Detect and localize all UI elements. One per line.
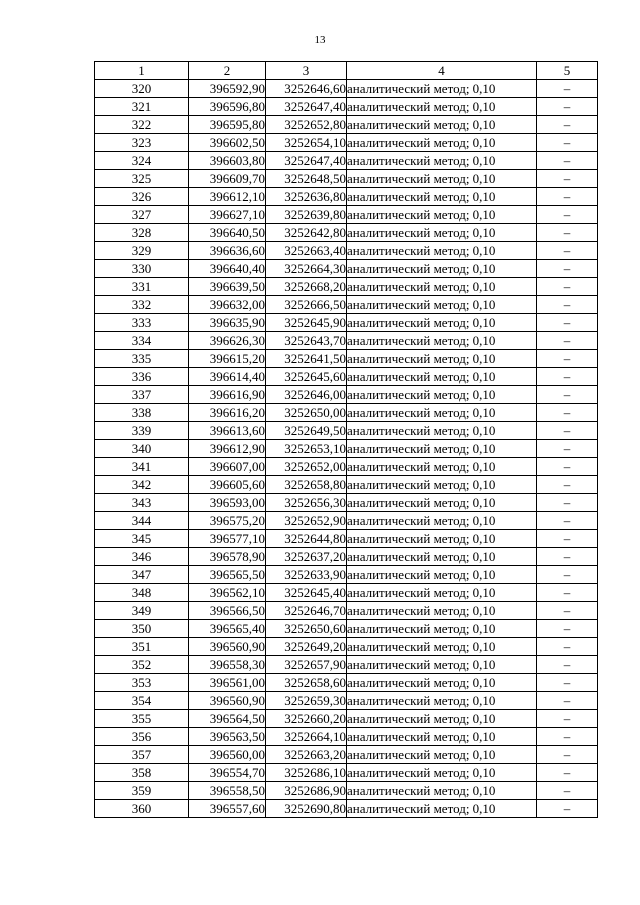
note-cell: – bbox=[537, 296, 598, 314]
point-number-cell: 345 bbox=[95, 530, 189, 548]
y-coordinate-cell: 3252641,50 bbox=[266, 350, 347, 368]
column-header-5: 5 bbox=[537, 62, 598, 80]
point-number-cell: 323 bbox=[95, 134, 189, 152]
point-number-cell: 339 bbox=[95, 422, 189, 440]
note-cell: – bbox=[537, 548, 598, 566]
x-coordinate-cell: 396564,50 bbox=[189, 710, 266, 728]
point-number-cell: 329 bbox=[95, 242, 189, 260]
x-coordinate-cell: 396636,60 bbox=[189, 242, 266, 260]
note-cell: – bbox=[537, 350, 598, 368]
method-cell: аналитический метод; 0,10 bbox=[347, 584, 537, 602]
method-cell: аналитический метод; 0,10 bbox=[347, 458, 537, 476]
y-coordinate-cell: 3252663,20 bbox=[266, 746, 347, 764]
point-number-cell: 322 bbox=[95, 116, 189, 134]
table-row bbox=[95, 368, 598, 386]
note-cell: – bbox=[537, 692, 598, 710]
note-cell: – bbox=[537, 656, 598, 674]
y-coordinate-cell: 3252658,60 bbox=[266, 674, 347, 692]
table-row bbox=[95, 116, 598, 134]
table-header-row bbox=[95, 62, 598, 80]
y-coordinate-cell: 3252653,10 bbox=[266, 440, 347, 458]
method-cell: аналитический метод; 0,10 bbox=[347, 206, 537, 224]
table-row bbox=[95, 242, 598, 260]
y-coordinate-cell: 3252644,80 bbox=[266, 530, 347, 548]
point-number-cell: 333 bbox=[95, 314, 189, 332]
point-number-cell: 325 bbox=[95, 170, 189, 188]
note-cell: – bbox=[537, 260, 598, 278]
note-cell: – bbox=[537, 422, 598, 440]
x-coordinate-cell: 396565,50 bbox=[189, 566, 266, 584]
method-cell: аналитический метод; 0,10 bbox=[347, 242, 537, 260]
point-number-cell: 341 bbox=[95, 458, 189, 476]
y-coordinate-cell: 3252648,50 bbox=[266, 170, 347, 188]
x-coordinate-cell: 396612,10 bbox=[189, 188, 266, 206]
point-number-cell: 356 bbox=[95, 728, 189, 746]
method-cell: аналитический метод; 0,10 bbox=[347, 674, 537, 692]
point-number-cell: 334 bbox=[95, 332, 189, 350]
note-cell: – bbox=[537, 566, 598, 584]
note-cell: – bbox=[537, 386, 598, 404]
method-cell: аналитический метод; 0,10 bbox=[347, 746, 537, 764]
x-coordinate-cell: 396607,00 bbox=[189, 458, 266, 476]
method-cell: аналитический метод; 0,10 bbox=[347, 260, 537, 278]
x-coordinate-cell: 396640,40 bbox=[189, 260, 266, 278]
y-coordinate-cell: 3252645,90 bbox=[266, 314, 347, 332]
method-cell: аналитический метод; 0,10 bbox=[347, 656, 537, 674]
point-number-cell: 338 bbox=[95, 404, 189, 422]
table-row bbox=[95, 440, 598, 458]
table-row bbox=[95, 764, 598, 782]
x-coordinate-cell: 396554,70 bbox=[189, 764, 266, 782]
table-row bbox=[95, 620, 598, 638]
x-coordinate-cell: 396632,00 bbox=[189, 296, 266, 314]
x-coordinate-cell: 396565,40 bbox=[189, 620, 266, 638]
y-coordinate-cell: 3252636,80 bbox=[266, 188, 347, 206]
method-cell: аналитический метод; 0,10 bbox=[347, 710, 537, 728]
method-cell: аналитический метод; 0,10 bbox=[347, 296, 537, 314]
note-cell: – bbox=[537, 170, 598, 188]
x-coordinate-cell: 396562,10 bbox=[189, 584, 266, 602]
point-number-cell: 348 bbox=[95, 584, 189, 602]
method-cell: аналитический метод; 0,10 bbox=[347, 620, 537, 638]
point-number-cell: 332 bbox=[95, 296, 189, 314]
table-row bbox=[95, 548, 598, 566]
note-cell: – bbox=[537, 728, 598, 746]
method-cell: аналитический метод; 0,10 bbox=[347, 602, 537, 620]
note-cell: – bbox=[537, 314, 598, 332]
method-cell: аналитический метод; 0,10 bbox=[347, 548, 537, 566]
y-coordinate-cell: 3252652,80 bbox=[266, 116, 347, 134]
point-number-cell: 358 bbox=[95, 764, 189, 782]
table-row bbox=[95, 386, 598, 404]
point-number-cell: 353 bbox=[95, 674, 189, 692]
y-coordinate-cell: 3252650,60 bbox=[266, 620, 347, 638]
note-cell: – bbox=[537, 764, 598, 782]
note-cell: – bbox=[537, 782, 598, 800]
y-coordinate-cell: 3252686,10 bbox=[266, 764, 347, 782]
y-coordinate-cell: 3252659,30 bbox=[266, 692, 347, 710]
y-coordinate-cell: 3252656,30 bbox=[266, 494, 347, 512]
x-coordinate-cell: 396612,90 bbox=[189, 440, 266, 458]
note-cell: – bbox=[537, 332, 598, 350]
y-coordinate-cell: 3252664,30 bbox=[266, 260, 347, 278]
table-row bbox=[95, 800, 598, 818]
y-coordinate-cell: 3252633,90 bbox=[266, 566, 347, 584]
table-row bbox=[95, 80, 598, 98]
note-cell: – bbox=[537, 800, 598, 818]
note-cell: – bbox=[537, 368, 598, 386]
method-cell: аналитический метод; 0,10 bbox=[347, 476, 537, 494]
method-cell: аналитический метод; 0,10 bbox=[347, 728, 537, 746]
note-cell: – bbox=[537, 116, 598, 134]
method-cell: аналитический метод; 0,10 bbox=[347, 422, 537, 440]
table-row bbox=[95, 530, 598, 548]
table-row bbox=[95, 188, 598, 206]
y-coordinate-cell: 3252647,40 bbox=[266, 152, 347, 170]
y-coordinate-cell: 3252666,50 bbox=[266, 296, 347, 314]
note-cell: – bbox=[537, 224, 598, 242]
method-cell: аналитический метод; 0,10 bbox=[347, 494, 537, 512]
y-coordinate-cell: 3252642,80 bbox=[266, 224, 347, 242]
y-coordinate-cell: 3252646,60 bbox=[266, 80, 347, 98]
note-cell: – bbox=[537, 98, 598, 116]
table-row bbox=[95, 152, 598, 170]
column-header-3: 3 bbox=[266, 62, 347, 80]
x-coordinate-cell: 396605,60 bbox=[189, 476, 266, 494]
point-number-cell: 346 bbox=[95, 548, 189, 566]
y-coordinate-cell: 3252645,60 bbox=[266, 368, 347, 386]
y-coordinate-cell: 3252645,40 bbox=[266, 584, 347, 602]
method-cell: аналитический метод; 0,10 bbox=[347, 530, 537, 548]
note-cell: – bbox=[537, 242, 598, 260]
table-row bbox=[95, 404, 598, 422]
method-cell: аналитический метод; 0,10 bbox=[347, 188, 537, 206]
point-number-cell: 326 bbox=[95, 188, 189, 206]
point-number-cell: 355 bbox=[95, 710, 189, 728]
note-cell: – bbox=[537, 80, 598, 98]
point-number-cell: 320 bbox=[95, 80, 189, 98]
method-cell: аналитический метод; 0,10 bbox=[347, 170, 537, 188]
y-coordinate-cell: 3252652,90 bbox=[266, 512, 347, 530]
table-row bbox=[95, 170, 598, 188]
table-row bbox=[95, 332, 598, 350]
table-row bbox=[95, 134, 598, 152]
x-coordinate-cell: 396557,60 bbox=[189, 800, 266, 818]
y-coordinate-cell: 3252657,90 bbox=[266, 656, 347, 674]
y-coordinate-cell: 3252650,00 bbox=[266, 404, 347, 422]
x-coordinate-cell: 396626,30 bbox=[189, 332, 266, 350]
method-cell: аналитический метод; 0,10 bbox=[347, 80, 537, 98]
table-row bbox=[95, 656, 598, 674]
table-row bbox=[95, 260, 598, 278]
note-cell: – bbox=[537, 206, 598, 224]
table-row bbox=[95, 602, 598, 620]
table-row bbox=[95, 494, 598, 512]
x-coordinate-cell: 396635,90 bbox=[189, 314, 266, 332]
note-cell: – bbox=[537, 188, 598, 206]
x-coordinate-cell: 396561,00 bbox=[189, 674, 266, 692]
method-cell: аналитический метод; 0,10 bbox=[347, 764, 537, 782]
method-cell: аналитический метод; 0,10 bbox=[347, 224, 537, 242]
x-coordinate-cell: 396616,90 bbox=[189, 386, 266, 404]
column-header-4: 4 bbox=[347, 62, 537, 80]
method-cell: аналитический метод; 0,10 bbox=[347, 278, 537, 296]
table-row bbox=[95, 224, 598, 242]
method-cell: аналитический метод; 0,10 bbox=[347, 638, 537, 656]
point-number-cell: 352 bbox=[95, 656, 189, 674]
y-coordinate-cell: 3252654,10 bbox=[266, 134, 347, 152]
point-number-cell: 350 bbox=[95, 620, 189, 638]
method-cell: аналитический метод; 0,10 bbox=[347, 512, 537, 530]
y-coordinate-cell: 3252639,80 bbox=[266, 206, 347, 224]
point-number-cell: 337 bbox=[95, 386, 189, 404]
note-cell: – bbox=[537, 620, 598, 638]
x-coordinate-cell: 396592,90 bbox=[189, 80, 266, 98]
column-header-2: 2 bbox=[189, 62, 266, 80]
note-cell: – bbox=[537, 530, 598, 548]
point-number-cell: 343 bbox=[95, 494, 189, 512]
point-number-cell: 336 bbox=[95, 368, 189, 386]
method-cell: аналитический метод; 0,10 bbox=[347, 566, 537, 584]
y-coordinate-cell: 3252664,10 bbox=[266, 728, 347, 746]
x-coordinate-cell: 396558,50 bbox=[189, 782, 266, 800]
note-cell: – bbox=[537, 638, 598, 656]
y-coordinate-cell: 3252663,40 bbox=[266, 242, 347, 260]
table-row bbox=[95, 278, 598, 296]
x-coordinate-cell: 396558,30 bbox=[189, 656, 266, 674]
note-cell: – bbox=[537, 674, 598, 692]
x-coordinate-cell: 396593,00 bbox=[189, 494, 266, 512]
method-cell: аналитический метод; 0,10 bbox=[347, 782, 537, 800]
point-number-cell: 340 bbox=[95, 440, 189, 458]
y-coordinate-cell: 3252646,00 bbox=[266, 386, 347, 404]
point-number-cell: 335 bbox=[95, 350, 189, 368]
table-row bbox=[95, 638, 598, 656]
table-row bbox=[95, 476, 598, 494]
table-row bbox=[95, 350, 598, 368]
point-number-cell: 321 bbox=[95, 98, 189, 116]
x-coordinate-cell: 396595,80 bbox=[189, 116, 266, 134]
x-coordinate-cell: 396575,20 bbox=[189, 512, 266, 530]
x-coordinate-cell: 396614,40 bbox=[189, 368, 266, 386]
table-row bbox=[95, 746, 598, 764]
method-cell: аналитический метод; 0,10 bbox=[347, 800, 537, 818]
method-cell: аналитический метод; 0,10 bbox=[347, 386, 537, 404]
method-cell: аналитический метод; 0,10 bbox=[347, 692, 537, 710]
table-row bbox=[95, 512, 598, 530]
note-cell: – bbox=[537, 440, 598, 458]
point-number-cell: 347 bbox=[95, 566, 189, 584]
note-cell: – bbox=[537, 476, 598, 494]
y-coordinate-cell: 3252646,70 bbox=[266, 602, 347, 620]
x-coordinate-cell: 396566,50 bbox=[189, 602, 266, 620]
y-coordinate-cell: 3252660,20 bbox=[266, 710, 347, 728]
y-coordinate-cell: 3252686,90 bbox=[266, 782, 347, 800]
page-number: 13 bbox=[314, 34, 326, 46]
x-coordinate-cell: 396603,80 bbox=[189, 152, 266, 170]
point-number-cell: 354 bbox=[95, 692, 189, 710]
method-cell: аналитический метод; 0,10 bbox=[347, 116, 537, 134]
note-cell: – bbox=[537, 152, 598, 170]
y-coordinate-cell: 3252637,20 bbox=[266, 548, 347, 566]
method-cell: аналитический метод; 0,10 bbox=[347, 98, 537, 116]
method-cell: аналитический метод; 0,10 bbox=[347, 134, 537, 152]
method-cell: аналитический метод; 0,10 bbox=[347, 350, 537, 368]
point-number-cell: 344 bbox=[95, 512, 189, 530]
point-number-cell: 331 bbox=[95, 278, 189, 296]
note-cell: – bbox=[537, 134, 598, 152]
x-coordinate-cell: 396563,50 bbox=[189, 728, 266, 746]
x-coordinate-cell: 396577,10 bbox=[189, 530, 266, 548]
y-coordinate-cell: 3252649,20 bbox=[266, 638, 347, 656]
table-row bbox=[95, 782, 598, 800]
x-coordinate-cell: 396602,50 bbox=[189, 134, 266, 152]
table-row bbox=[95, 314, 598, 332]
y-coordinate-cell: 3252668,20 bbox=[266, 278, 347, 296]
method-cell: аналитический метод; 0,10 bbox=[347, 404, 537, 422]
y-coordinate-cell: 3252647,40 bbox=[266, 98, 347, 116]
y-coordinate-cell: 3252652,00 bbox=[266, 458, 347, 476]
x-coordinate-cell: 396560,90 bbox=[189, 638, 266, 656]
table-row bbox=[95, 674, 598, 692]
point-number-cell: 359 bbox=[95, 782, 189, 800]
x-coordinate-cell: 396639,50 bbox=[189, 278, 266, 296]
table-row bbox=[95, 710, 598, 728]
table-row bbox=[95, 206, 598, 224]
method-cell: аналитический метод; 0,10 bbox=[347, 314, 537, 332]
note-cell: – bbox=[537, 494, 598, 512]
table-row bbox=[95, 584, 598, 602]
y-coordinate-cell: 3252649,50 bbox=[266, 422, 347, 440]
point-number-cell: 330 bbox=[95, 260, 189, 278]
table-row bbox=[95, 296, 598, 314]
table-row bbox=[95, 728, 598, 746]
table-row bbox=[95, 566, 598, 584]
method-cell: аналитический метод; 0,10 bbox=[347, 332, 537, 350]
x-coordinate-cell: 396560,90 bbox=[189, 692, 266, 710]
x-coordinate-cell: 396609,70 bbox=[189, 170, 266, 188]
y-coordinate-cell: 3252643,70 bbox=[266, 332, 347, 350]
table-row bbox=[95, 692, 598, 710]
y-coordinate-cell: 3252658,80 bbox=[266, 476, 347, 494]
note-cell: – bbox=[537, 710, 598, 728]
note-cell: – bbox=[537, 404, 598, 422]
x-coordinate-cell: 396627,10 bbox=[189, 206, 266, 224]
point-number-cell: 360 bbox=[95, 800, 189, 818]
note-cell: – bbox=[537, 278, 598, 296]
table-row bbox=[95, 98, 598, 116]
table-row bbox=[95, 458, 598, 476]
method-cell: аналитический метод; 0,10 bbox=[347, 440, 537, 458]
method-cell: аналитический метод; 0,10 bbox=[347, 368, 537, 386]
x-coordinate-cell: 396596,80 bbox=[189, 98, 266, 116]
table-row bbox=[95, 422, 598, 440]
note-cell: – bbox=[537, 584, 598, 602]
column-header-1: 1 bbox=[95, 62, 189, 80]
x-coordinate-cell: 396640,50 bbox=[189, 224, 266, 242]
point-number-cell: 342 bbox=[95, 476, 189, 494]
method-cell: аналитический метод; 0,10 bbox=[347, 152, 537, 170]
point-number-cell: 328 bbox=[95, 224, 189, 242]
point-number-cell: 324 bbox=[95, 152, 189, 170]
point-number-cell: 351 bbox=[95, 638, 189, 656]
note-cell: – bbox=[537, 602, 598, 620]
x-coordinate-cell: 396578,90 bbox=[189, 548, 266, 566]
x-coordinate-cell: 396615,20 bbox=[189, 350, 266, 368]
x-coordinate-cell: 396613,60 bbox=[189, 422, 266, 440]
table-body bbox=[95, 80, 598, 818]
y-coordinate-cell: 3252690,80 bbox=[266, 800, 347, 818]
point-number-cell: 327 bbox=[95, 206, 189, 224]
note-cell: – bbox=[537, 458, 598, 476]
note-cell: – bbox=[537, 512, 598, 530]
point-number-cell: 357 bbox=[95, 746, 189, 764]
point-number-cell: 349 bbox=[95, 602, 189, 620]
x-coordinate-cell: 396560,00 bbox=[189, 746, 266, 764]
note-cell: – bbox=[537, 746, 598, 764]
x-coordinate-cell: 396616,20 bbox=[189, 404, 266, 422]
coordinates-table bbox=[94, 61, 598, 818]
